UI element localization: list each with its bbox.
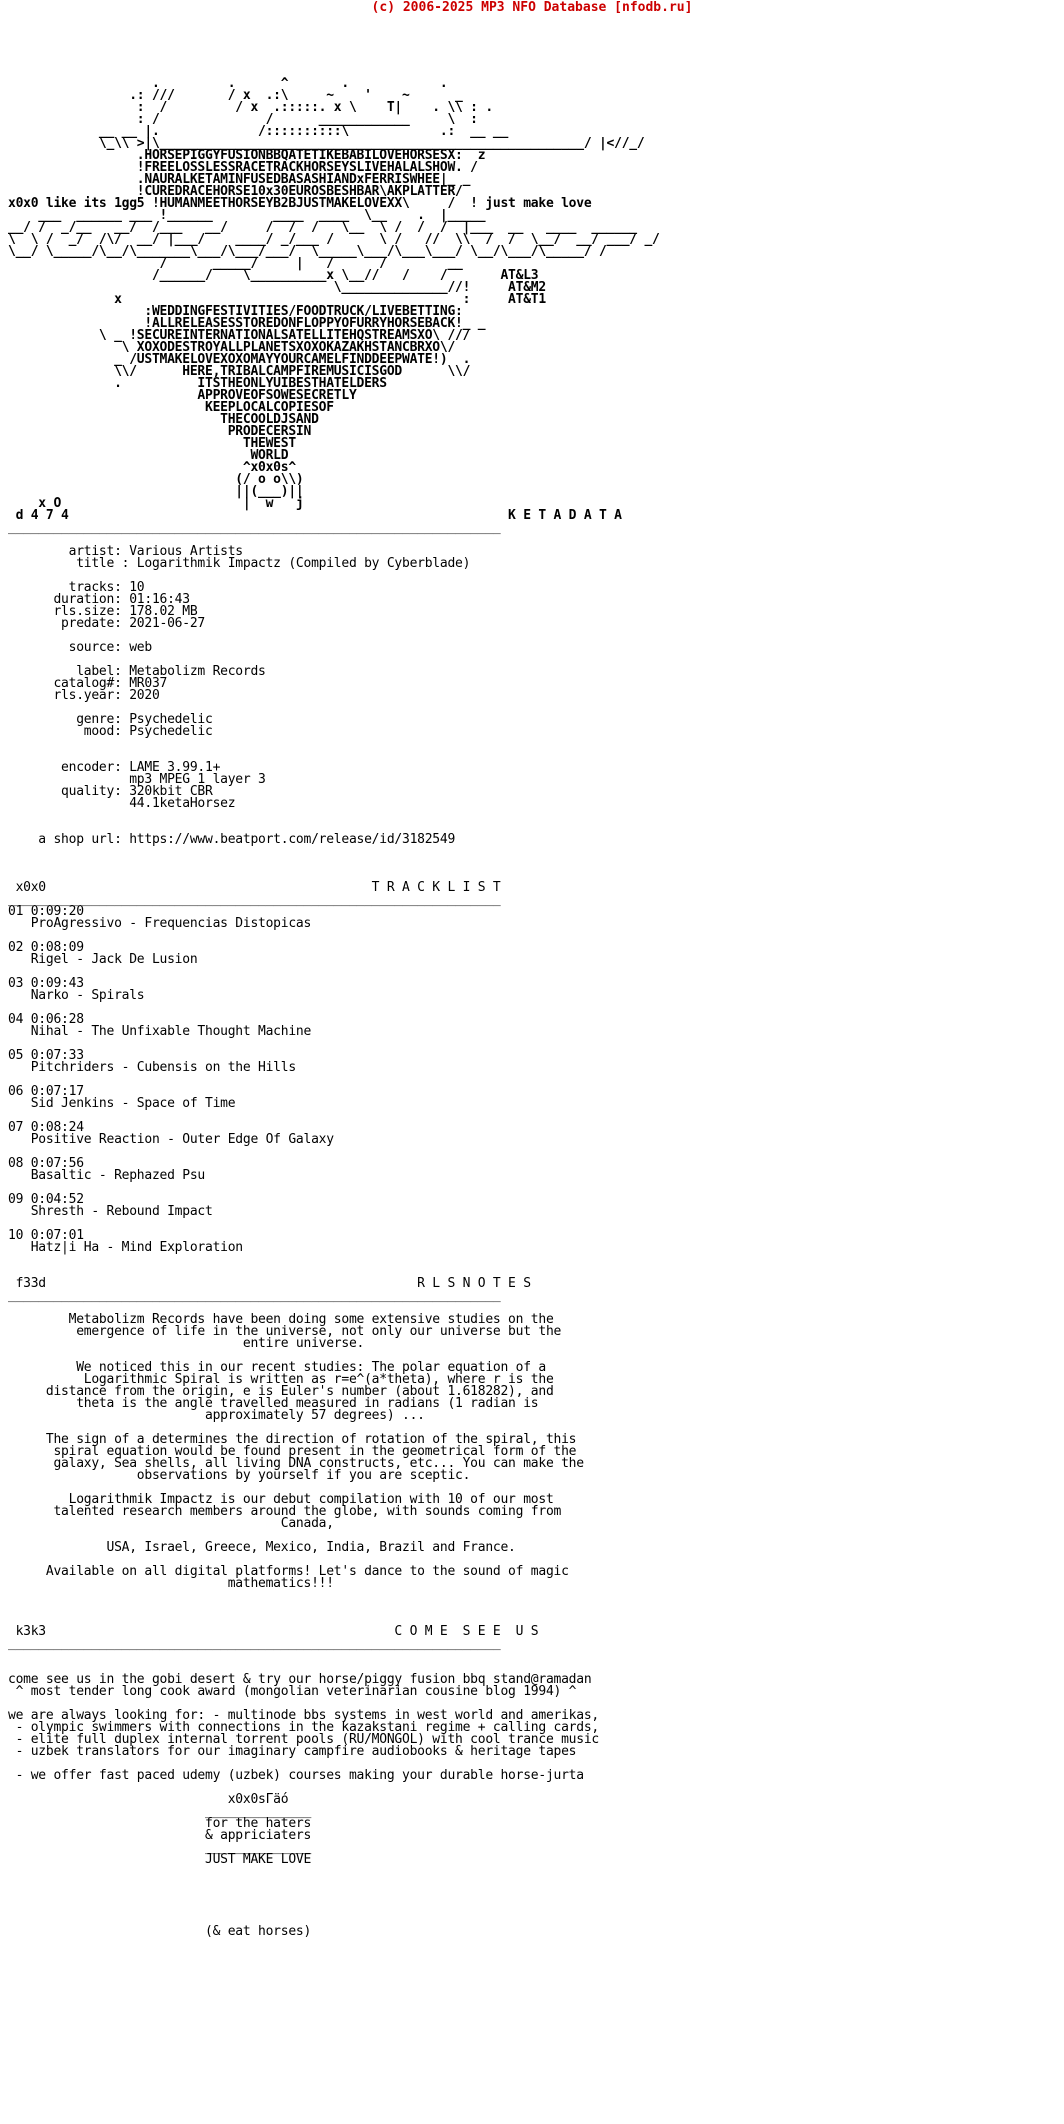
site-header: (c) 2006-2025 MP3 NFO Database [nfodb.ru] [371, 0, 693, 15]
metadata-rule: _________________________________________________________________ [8, 520, 501, 535]
rlsnotes-title: f33d R L S N O T E S [8, 1276, 531, 1291]
comesee-title: k3k3 C O M E S E E U S [8, 1624, 539, 1639]
tracklist-section: 01 0:09:20 ProAgressivo - Frequencias Distopicas 02 0:08:09 Rigel - Jack De Lusion 03 0:09:43 Narko - Spirals 04 0:06:28 Nihal - The Unfixable Thought Machine 05 0:07:33 Pitchriders - Cubensis on the Hills 06 0:07:17 Sid Jenkins - Space of Time 07 0:08:24 Positive Reaction - Outer Edge Of Galaxy 08 0:07:56 Basaltic - Rephazed Psu 09 0:04:52 Shresth - Rebound Impact 10 0:07:01 Hatz|i Ha - Mind Exploration [8, 904, 334, 1255]
nfo-document [8, 78, 660, 1938]
metadata-section: artist: Various Artists title : Logarithmik Impactz (Compiled by Cyberblade) tracks: 10 duration: 01:16:43 rls.size: 178.02 MB predate: 2021-06-27 source: web label: Metabolizm Records catalog#: MR037 rls.year: 2020 genre: Psychedelic mood: Psychedelic encoder: LAME 3.99.1+ mp3 MPEG 1 layer 3 quality: 320kbit CBR 44.1ketaHorsez a shop url: https://www.beatport.com/release/id/3182549 [38, 544, 471, 847]
tracklist-title: x0x0 T R A C K L I S T [8, 880, 501, 895]
tracklist-rule: _________________________________________________________________ [8, 892, 501, 907]
comesee-rule: _________________________________________________________________ [8, 1636, 501, 1651]
rlsnotes-rule: _________________________________________________________________ [8, 1288, 501, 1303]
rlsnotes-section: Metabolizm Records have been doing some extensive studies on the emergence of life in the universe, not only our universe but the entire universe. We noticed this in our recent studies: The polar equation of a Logarithmic Spiral is written as r=e^(a*theta), where r is the distance from the origin, e is Euler's number (about 1.618282), and theta is the angle travelled measured in radians (1 radian is approximately 57 degrees) ... The sign of a determines the direction of rotation of the spiral, this spiral equation would be found present in the geometrical form of the galaxy, Sea shells, all living DNA constructs, etc... You can make the observations by yourself if you are sceptic. Logarithmik Impactz is our debut compilation with 10 of our most talented research members around the globe, with sounds coming from Canada, USA, Israel, Greece, Mexico, India, Brazil and France. Available on all digital platforms! Let's dance to the sound of magic mathematics!!! [45, 1312, 584, 1591]
ascii-logo: . . ^ . . .: /// / x .:\ ~ ' ~ _ : / / x .:::::. x \ T| . \\ : . : / / ____________ \ : __ __ |. /::::::::::\ .: __ __ \_\\ >|\________________________________________________________/ |<//_/ .HORSEPIGGYFUSIONBBQATETIKEBABILOVEHORSESX: z !FREELOSSLESSRACETRACKHORSEYSLIVEHALALSHOW. / .NAURALKETAMINFUSEDBASASHIANDxFERRISWHEE|_ _ !CUREDRACEHORSE10x30EUROSBESHBAR\AKPLATTER/ x0x0 like its 1gg5 !HUMANMEETHORSEYB2BJUSTMAKELOVEXX\ / ! just make love ___ ______ ___ !______ ____ ____ \__ . |_____ __/ / _/__ __/ /___ __/ / / / \__ \ / / / |___ __ ____ ______ \ \ / _/ /\/ __/ |___/ ____/ _/___ / \ / // \\ / / \__/ __/ ___/ _/ \__/ \_____/\__/\_______\___/\___/___/ \_____\___/\___\___/ \__/\___/\_____/ / / _____/ | / / __ /______/ \__________x \__// / / AT&L3 \______________//! AT&M2 x : AT&T1 :WEDDINGFESTIVITIES/FOODTRUCK/LIVEBETTING: !ALLRELEASESSTOREDONFLOPPYOFURRYHORSEBACK!_ _ \ _ !SECUREINTERNATIONALSATELLITEHQSTREAMSXO\ /// \ XOXODESTROYALLPLANETSXOXOKAZAKHSTANCBRXO\/ _ /USTMAKELOVEXOXOMAYYOURCAMELFINDDEEPWATE!) . \\/ HERE,TRIBALCAMPFIREMUSICISGOD \\/ . ITSTHEONLYUIBESTHATELDERS APPROVEOFSOWESECRETLY KEEPLOCALCOPIESOF THECOOLDJSAND PRODECERSIN THEWEST WORLD ^x0x0s^ (/ o o\\) ||(___)|| x O | w j d 4 7 4 K E T A D A T A [8, 76, 660, 523]
comesee-section: come see us in the gobi desert & try our horse/piggy fusion bbq stand@ramadan ^ most tender long cook award (mongolian veterinarian cousine blog 1994) ^ we are always looking for: - multinode bbs systems in west world and amerikas, - olympic swimmers with connections in the kazakstani regime + calling cards, - elite full duplex internal torrent pools (RU/MONGOL) with cool trance music - uzbek translators for our imaginary campfire audiobooks & heritage tapes - we offer fast paced udemy (uzbek) courses making your durable horse-jurta x0x0sГäó ______________ for the haters & appriciaters ______________ JUST MAKE LOVE (& eat horses) [8, 1672, 599, 1939]
